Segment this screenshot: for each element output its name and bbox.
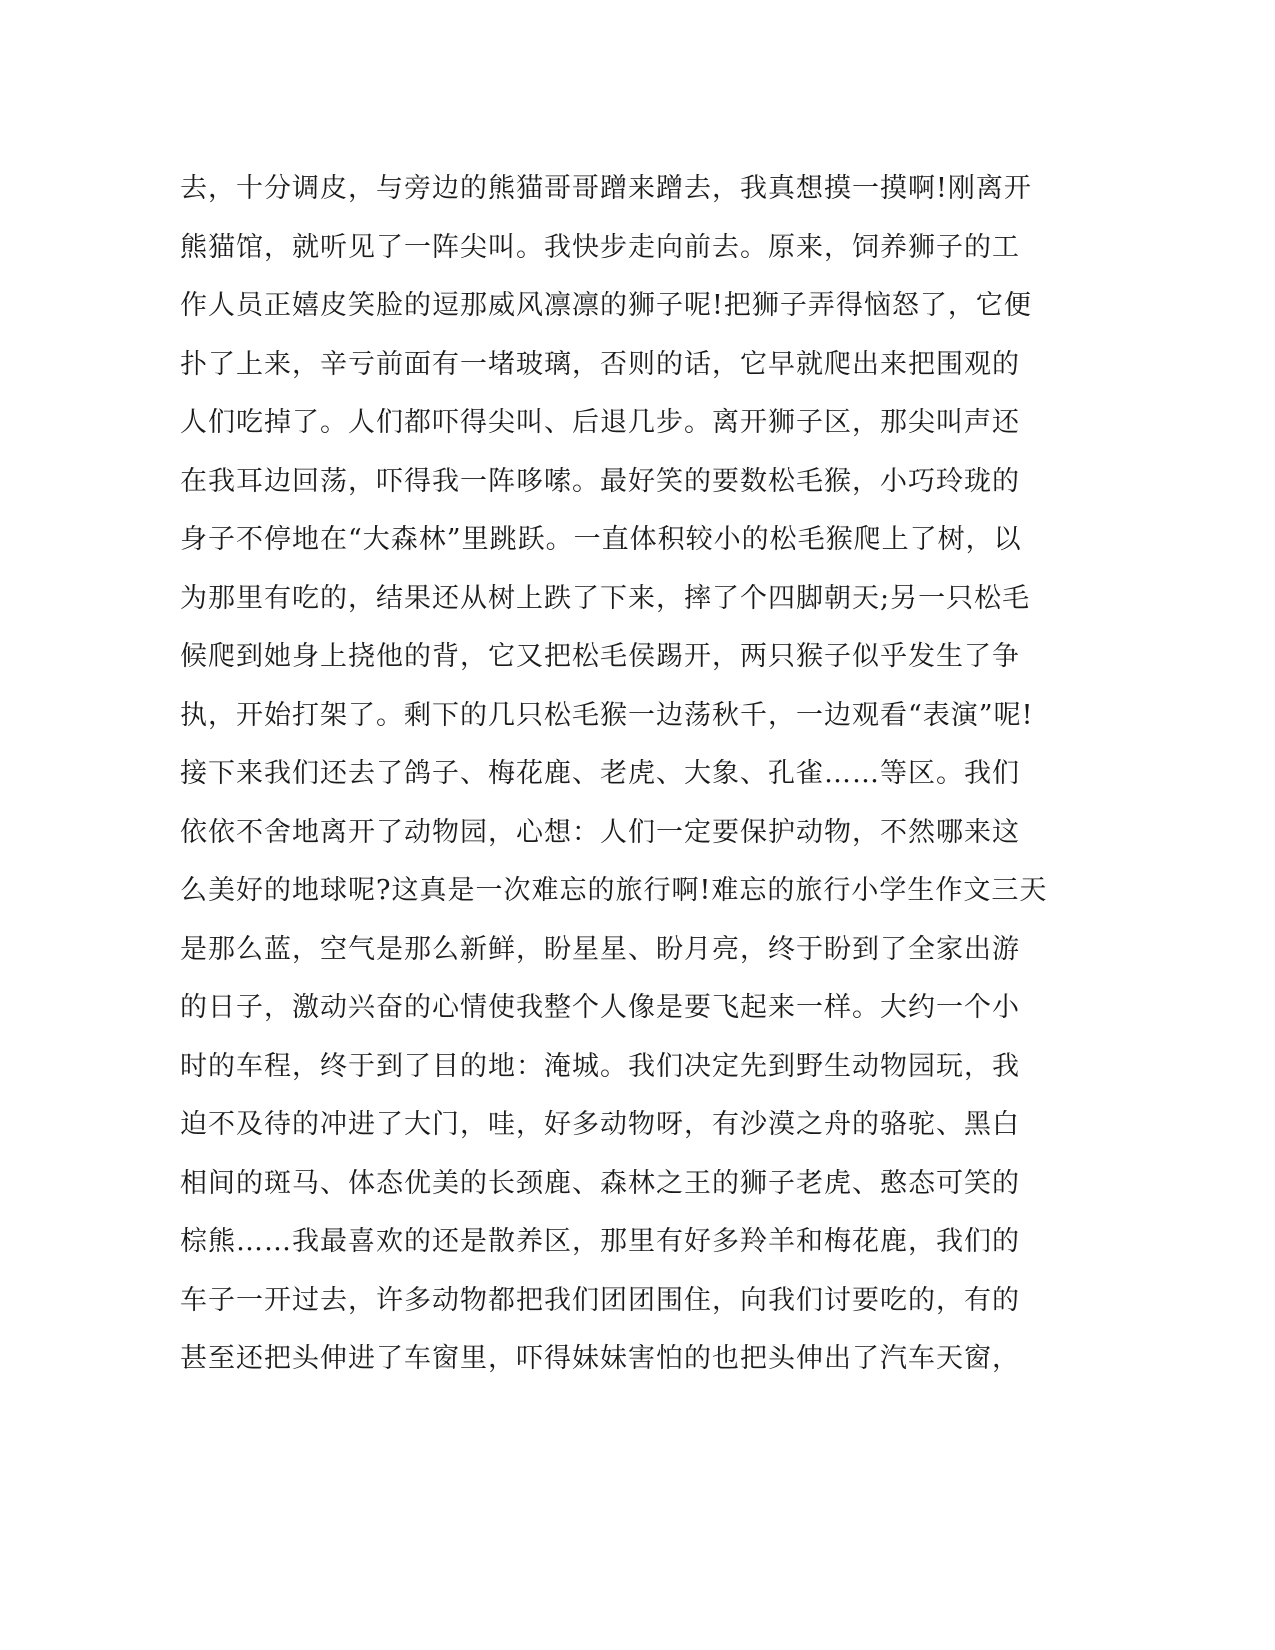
text-line: 扑了上来，辛亏前面有一堵玻璃，否则的话，它早就爬出来把围观的	[180, 348, 1020, 380]
text-line: 熊猫馆，就听见了一阵尖叫。我快步走向前去。原来，饲养狮子的工	[180, 231, 1020, 263]
text-line: 时的车程，终于到了目的地：淹城。我们决定先到野生动物园玩，我	[180, 1050, 1020, 1082]
text-line: 执，开始打架了。剩下的几只松毛猴一边荡秋千，一边观看“表演”呢!	[180, 699, 1034, 731]
essay-body-text	[180, 160, 1048, 1389]
text-line: 相间的斑马、体态优美的长颈鹿、森林之王的狮子老虎、憨态可笑的	[180, 1167, 1020, 1199]
text-line: 为那里有吃的，结果还从树上跌了下来，摔了个四脚朝天;另一只松毛	[180, 582, 1031, 614]
text-line: 么美好的地球呢?这真是一次难忘的旅行啊!难忘的旅行小学生作文三天	[180, 875, 1048, 906]
text-line: 候爬到她身上挠他的背，它又把松毛侯踢开，两只猴子似乎发生了争	[180, 641, 1020, 672]
text-line: 的日子，激动兴奋的心情使我整个人像是要飞起来一样。大约一个小	[180, 992, 1020, 1023]
text-line: 人们吃掉了。人们都吓得尖叫、后退几步。离开狮子区，那尖叫声还	[180, 407, 1020, 438]
text-line: 去，十分调皮，与旁边的熊猫哥哥蹭来蹭去，我真想摸一摸啊!刚离开	[180, 173, 1032, 204]
text-line: 作人员正嬉皮笑脸的逗那威风凛凛的狮子呢!把狮子弄得恼怒了，它便	[180, 290, 1032, 321]
text-line: 棕熊……我最喜欢的还是散养区，那里有好多羚羊和梅花鹿，我们的	[180, 1226, 1020, 1257]
text-line: 甚至还把头伸进了车窗里，吓得妹妹害怕的也把头伸出了汽车天窗，	[180, 1343, 1020, 1374]
text-line: 身子不停地在“大森林”里跳跃。一直体积较小的松毛猴爬上了树，以	[180, 524, 1022, 555]
text-line: 在我耳边回荡，吓得我一阵哆嗦。最好笑的要数松毛猴，小巧玲珑的	[180, 465, 1020, 497]
text-line: 是那么蓝，空气是那么新鲜，盼星星、盼月亮，终于盼到了全家出游	[180, 933, 1020, 965]
text-line: 车子一开过去，许多动物都把我们团团围住，向我们讨要吃的，有的	[180, 1284, 1020, 1316]
text-line: 迫不及待的冲进了大门，哇，好多动物呀，有沙漠之舟的骆驼、黑白	[180, 1109, 1020, 1140]
text-line: 依依不舍地离开了动物园，心想：人们一定要保护动物，不然哪来这	[180, 816, 1020, 848]
text-line: 接下来我们还去了鸽子、梅花鹿、老虎、大象、孔雀……等区。我们	[180, 758, 1020, 789]
